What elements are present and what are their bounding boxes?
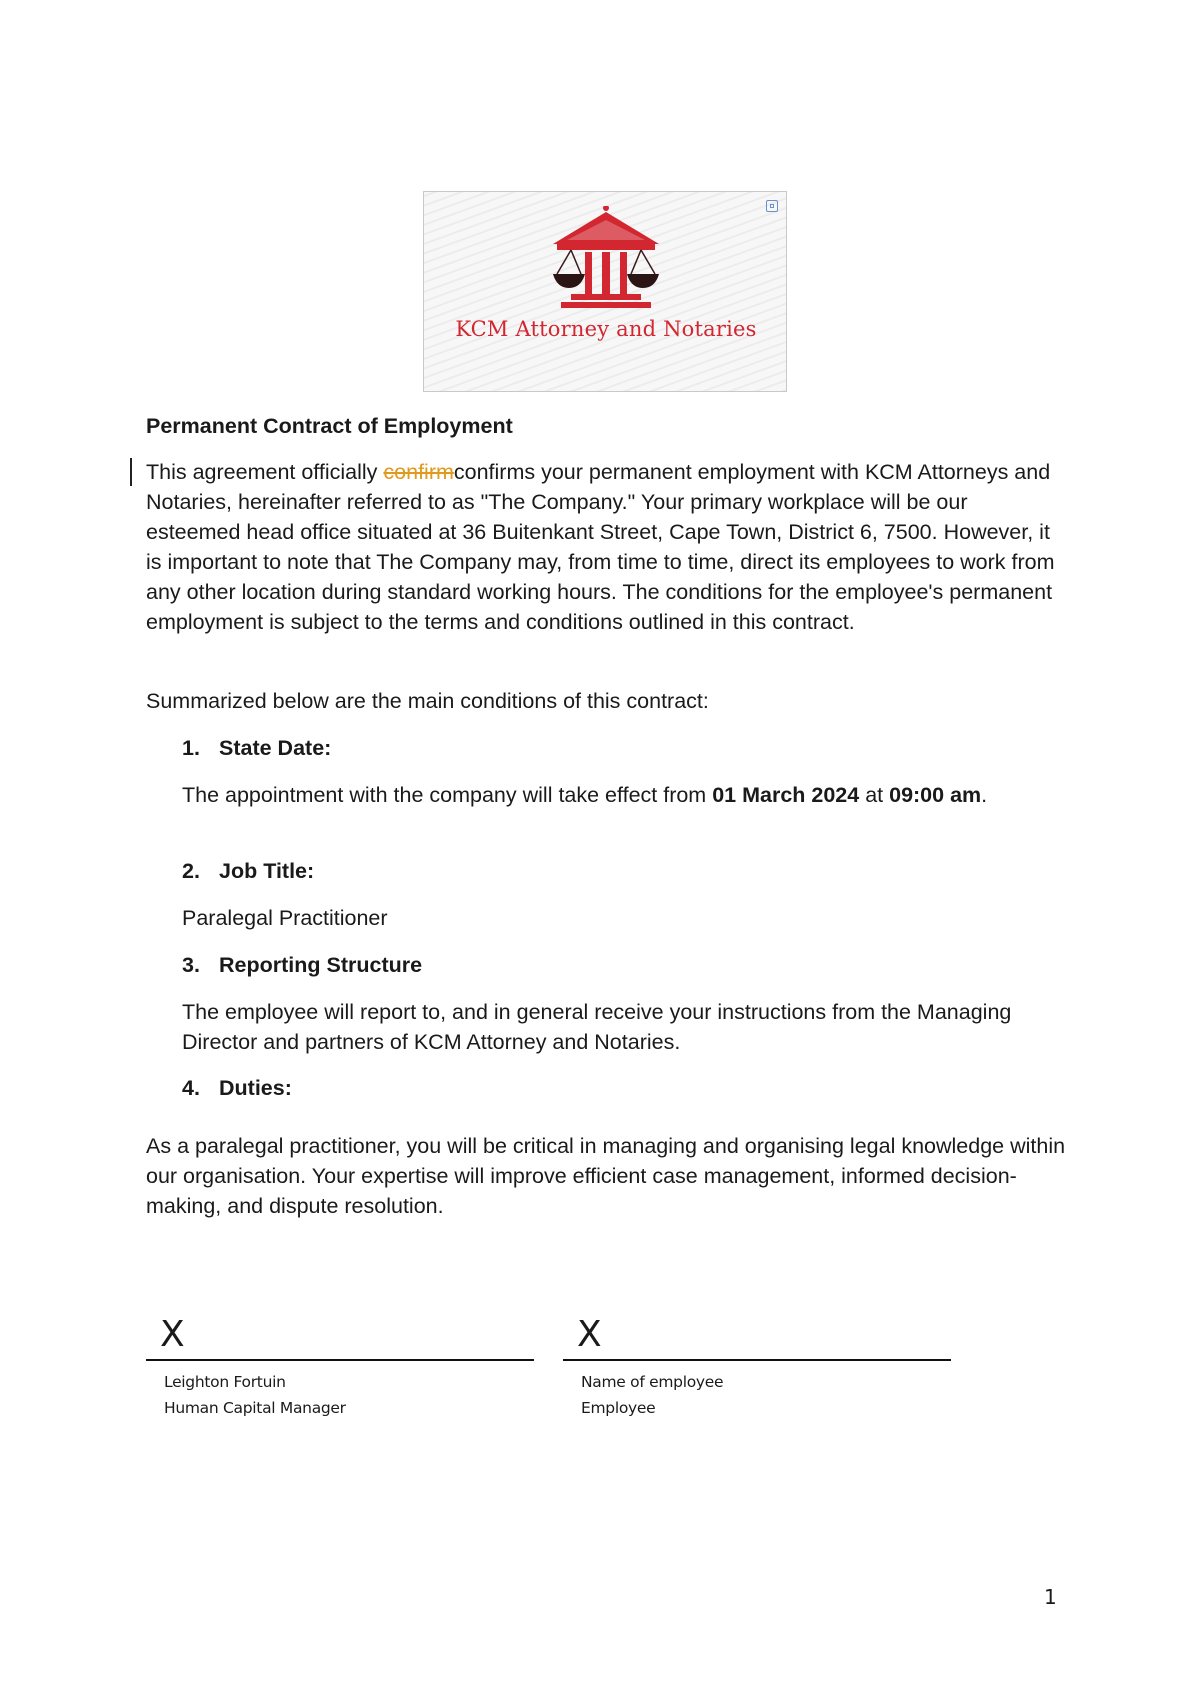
page-number: 1 — [1044, 1585, 1057, 1609]
start-date-mid: at — [859, 783, 890, 807]
signature-line — [146, 1359, 534, 1361]
signatory-role: Employee — [581, 1399, 656, 1417]
signature-line — [563, 1359, 951, 1361]
duties-paragraph: As a paralegal practitioner, you will be critical in managing and organising legal knowledge within our organisation. Your expertise will improve efficient case management, informed decision-making, and dispute resolution. — [146, 1134, 1066, 1218]
list-title-reporting-structure: Reporting Structure — [219, 953, 423, 977]
courthouse-scales-icon — [541, 206, 671, 311]
text-cursor — [130, 458, 132, 486]
intro-rest: confirms your permanent employment with KCM Attorneys and Notaries, hereinafter referred to as "The Company." Your primary workplace will be our esteemed head office situated at 36 Buitenkant Street, Cape Town, District 6, 7500. However, it is important to note that The Company may, from time to time, direct its employees to work from any other location during standard working hours. The conditions for the employee's permanent employment is subject to the terms and conditions outlined in this contract. — [146, 460, 1055, 634]
layout-options-icon[interactable] — [766, 200, 778, 212]
list-title-duties: Duties: — [219, 1076, 292, 1100]
job-title-text: Paralegal Practitioner — [182, 906, 388, 930]
signature-mark[interactable]: X — [577, 1314, 602, 1355]
tracked-deletion[interactable]: confirm — [383, 460, 454, 484]
list-title-job-title: Job Title: — [219, 859, 315, 883]
start-date-suffix: . — [981, 783, 988, 807]
summary-line: Summarized below are the main conditions of this contract: — [146, 689, 709, 713]
start-date-value: 01 March 2024 — [712, 783, 860, 807]
signatory-name: Leighton Fortuin — [164, 1373, 286, 1391]
start-date-prefix: The appointment with the company will take effect from — [182, 783, 713, 807]
company-logo — [423, 191, 787, 392]
intro-prefix: This agreement officially — [146, 460, 384, 484]
signature-mark[interactable]: X — [160, 1314, 185, 1355]
list-number-3: 3. — [182, 953, 200, 977]
start-date-text — [182, 780, 1062, 810]
document-title: Permanent Contract of Employment — [146, 414, 513, 438]
list-number-4: 4. — [182, 1076, 200, 1100]
list-number-1: 1. — [182, 736, 200, 760]
reporting-structure-text: The employee will report to, and in general receive your instructions from the Managing Director and partners of KCM Attorney and Notaries. — [182, 1000, 1012, 1054]
intro-paragraph[interactable] — [146, 457, 1066, 637]
list-title-start-date: State Date: — [219, 736, 332, 760]
logo-text: KCM Attorney and Notaries — [455, 317, 757, 341]
list-number-2: 2. — [182, 859, 200, 883]
start-time-value: 09:00 am — [889, 783, 982, 807]
signatory-name: Name of employee — [581, 1373, 724, 1391]
signatory-role: Human Capital Manager — [164, 1399, 346, 1417]
